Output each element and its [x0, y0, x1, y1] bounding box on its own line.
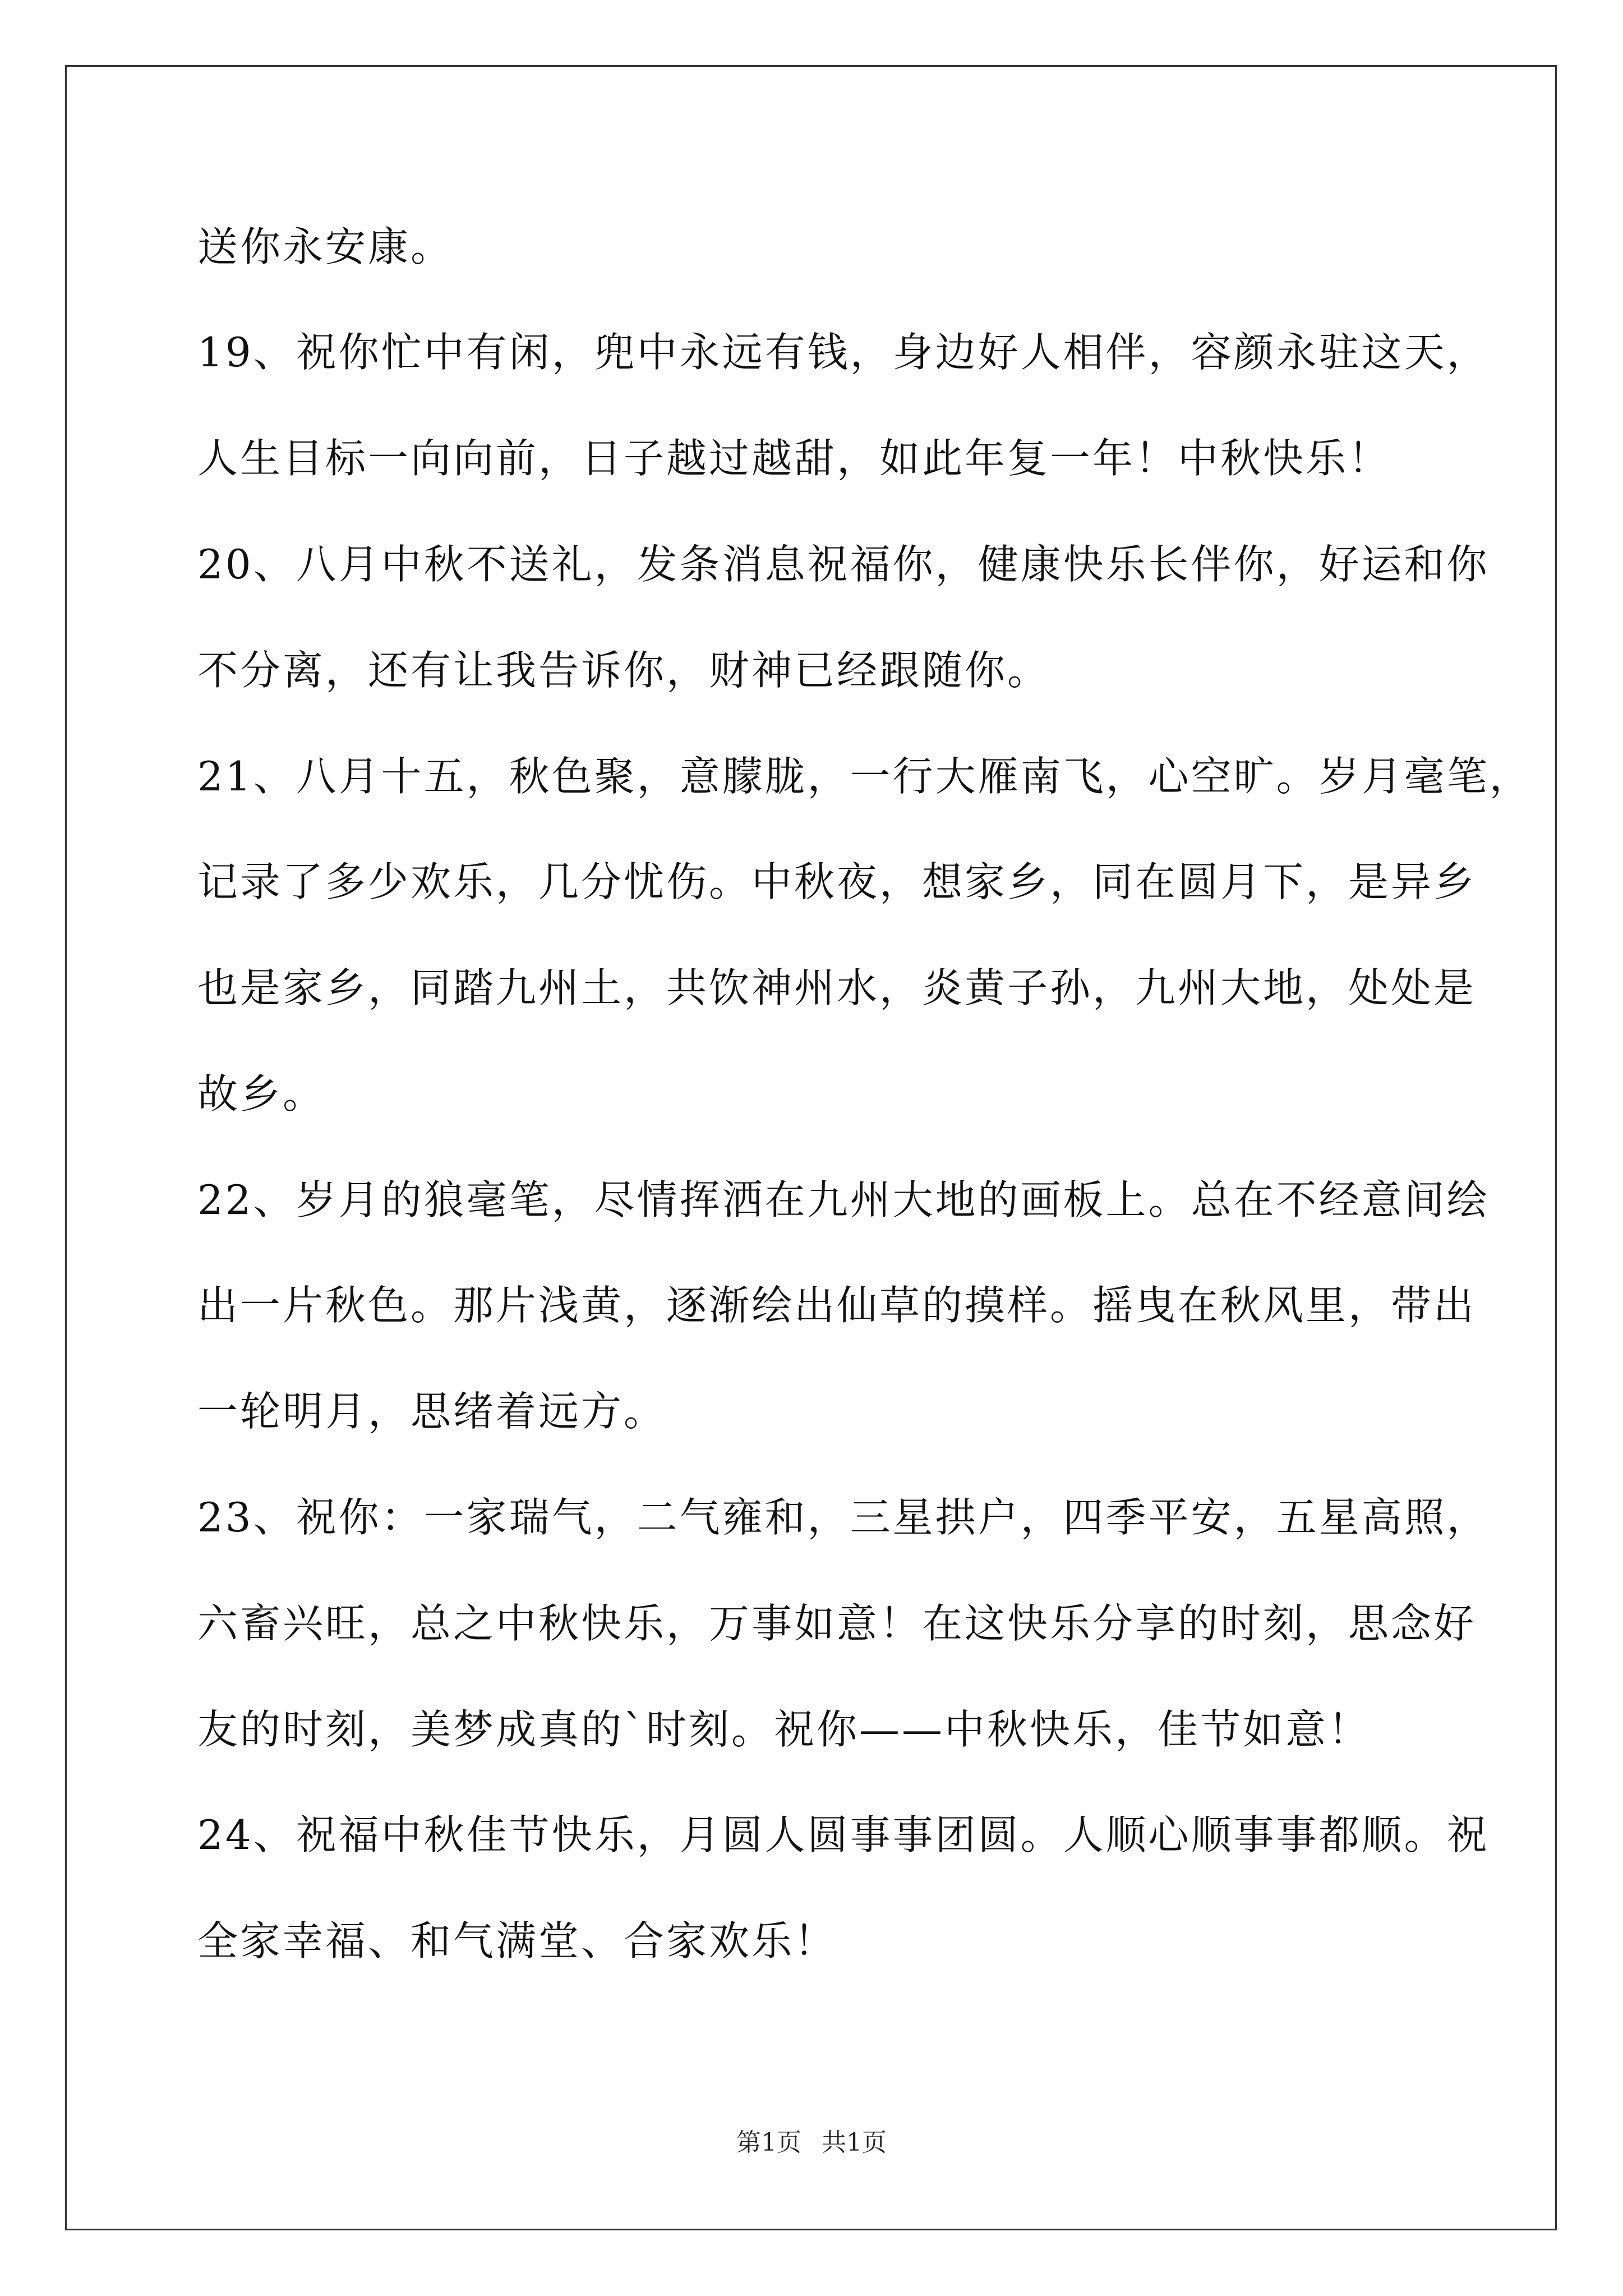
page-footer [0, 2127, 1623, 2159]
text-line: 不分离，还有让我告诉你，财神已经跟随你。 [197, 647, 1050, 694]
text-line: 22、岁月的狼毫笔，尽情挥洒在九州大地的画板上。总在不经意间绘 [197, 1176, 1490, 1223]
page-border [65, 65, 1557, 2230]
text-line: 送你永安康。 [197, 223, 454, 270]
text-line: 人生目标一向向前，日子越过越甜，如此年复一年！中秋快乐！ [197, 435, 1391, 482]
text-line: 21、八月十五，秋色聚，意朦胧，一行大雁南飞，心空旷。岁月毫笔， [197, 753, 1532, 800]
text-line: 全家幸福、和气满堂、合家欢乐！ [197, 1917, 837, 1964]
text-line: 也是家乡，同踏九州土，共饮神州水，炎黄子孙，九州大地，处处是 [197, 964, 1477, 1011]
text-line: 19、祝你忙中有闲，兜中永远有钱，身边好人相伴，容颜永驻这天， [197, 329, 1490, 376]
text-line: 记录了多少欢乐，几分忧伤。中秋夜，想家乡，同在圆月下，是异乡 [197, 858, 1477, 905]
text-line: 六畜兴旺，总之中秋快乐，万事如意！在这快乐分享的时刻，思念好 [197, 1600, 1477, 1647]
text-line: 20、八月中秋不送礼，发条消息祝福你，健康快乐长伴你，好运和你 [197, 541, 1490, 588]
text-line: 一轮明月，思绪着远方。 [197, 1388, 667, 1435]
text-line: 出一片秋色。那片浅黄，逐渐绘出仙草的摸样。摇曳在秋风里，带出 [197, 1282, 1477, 1329]
text-line: 故乡。 [197, 1070, 326, 1117]
page-number-total: 共1页 [822, 2128, 887, 2157]
text-line: 24、祝福中秋佳节快乐，月圆人圆事事团圆。人顺心顺事事都顺。祝 [197, 1811, 1490, 1858]
text-line: 23、祝你：一家瑞气，二气雍和，三星拱户，四季平安，五星高照， [197, 1494, 1490, 1541]
page-number-current: 第1页 [736, 2128, 801, 2157]
text-line: 友的时刻，美梦成真的`时刻。祝你——中秋快乐，佳节如意！ [197, 1706, 1371, 1753]
